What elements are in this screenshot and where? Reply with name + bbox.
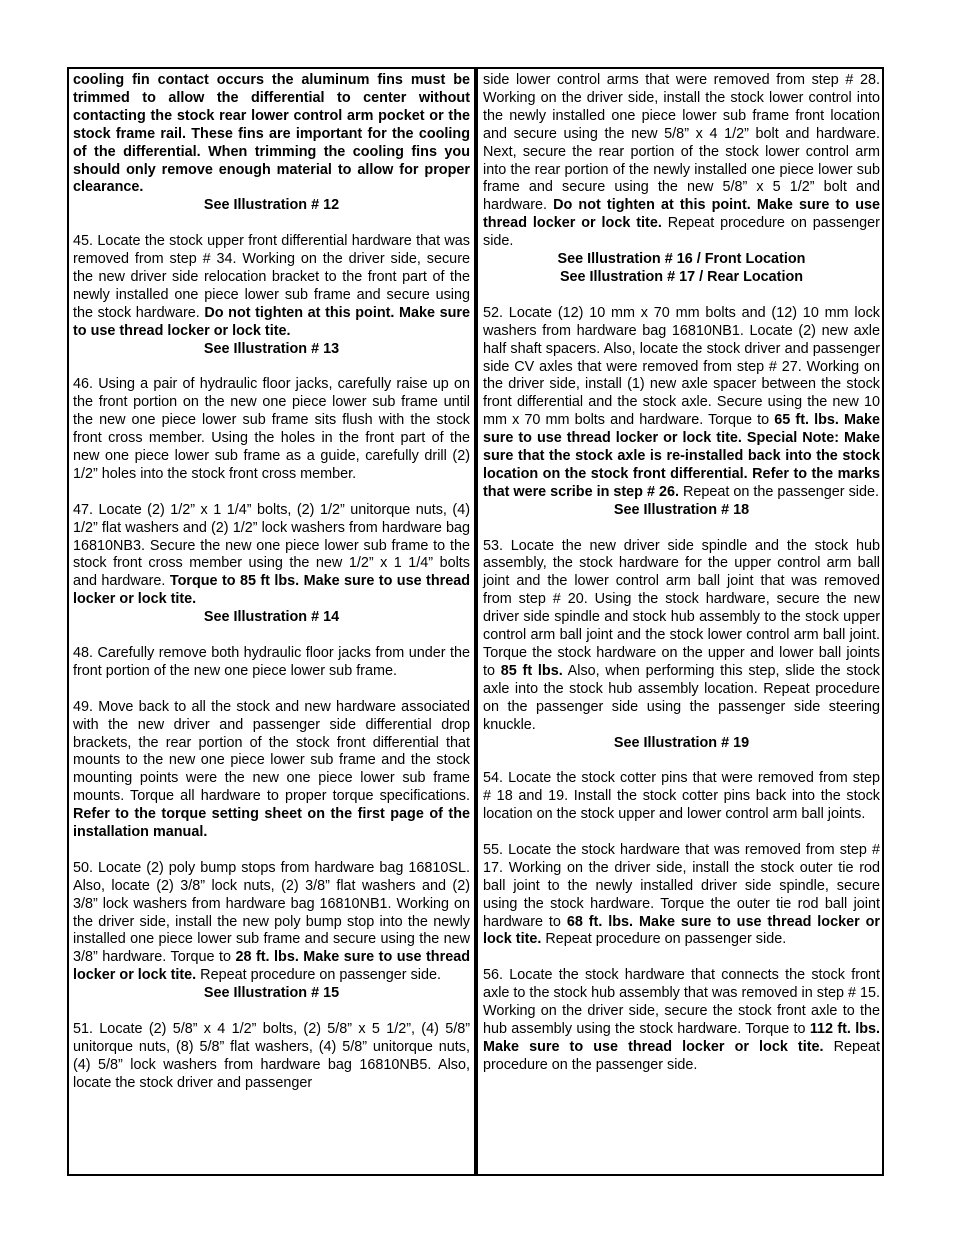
step-55-text: 55. Locate the stock hardware that was removed from step # 17. Working on the driver side, install the stock outer tie rod ball joint to the newly installed driver side spindle, secure using the stock hardware. Torque the outer tie rod ball joint hardware to	[483, 841, 880, 930]
step-50-after: Repeat procedure on passenger side.	[196, 967, 441, 984]
step-49	[73, 699, 470, 842]
step-51-cont-after: Repeat procedure on passenger side.	[483, 215, 880, 250]
step-46	[73, 376, 470, 483]
illustration-14-caption: See Illustration # 14	[203, 609, 340, 626]
step-53	[483, 538, 880, 735]
illustration-12-caption: See Illustration # 12	[203, 197, 340, 214]
step-49-text: 49. Move back to all the stock and new hardware associated with the new driver and passenger side differential drop brackets, the rear portion of the stock front differential that mounts to the new one piece lower sub frame and the stock mounting points were the new one piece lower sub frame mounts. Torque all hardware to proper torque specifications.	[73, 698, 470, 805]
step-51	[73, 1021, 470, 1093]
illustration-15-caption: See Illustration # 15	[203, 985, 340, 1002]
step-50-bold: 28 ft. lbs. Make sure to use thread locker or lock tite.	[73, 949, 470, 984]
step-54	[483, 770, 880, 824]
illustration-13-caption: See Illustration # 13	[203, 340, 340, 357]
right-column	[483, 72, 880, 1093]
left-column	[73, 72, 470, 1111]
step-45	[73, 233, 470, 340]
step-51-text: 51. Locate (2) 5/8” x 4 1/2” bolts, (2) 5/8” x 5 1/2”, (4) 5/8” unitorque nuts, (8) 5/8” flat washers, (4) 5/8” unitorque nuts, (4) 5/8” lock washers from hardware bag 16810NB5. Also, locate the stock driver and passenger	[73, 1020, 470, 1091]
step-52-after: Repeat on the passenger side.	[678, 483, 879, 500]
step-56-text: 56. Locate the stock hardware that connects the stock front axle to the stock hub assembly that was removed in step # 15. Working on the driver side, secure the stock front axle to the hub assembly using the stock hardware. Torque to	[483, 967, 880, 1037]
illustration-17-caption: See Illustration # 17 / Rear Location	[559, 268, 804, 285]
step-45-bold: Do not tighten at this point. Make sure to use thread locker or lock tite.	[73, 304, 470, 339]
step-48	[73, 645, 470, 681]
step-56-bold: 112 ft. lbs. Make sure to use thread locker or lock tite.	[483, 1021, 880, 1055]
step-49-bold: Refer to the torque setting sheet on the first page of the installation manual.	[73, 806, 470, 841]
step-56	[483, 967, 880, 1074]
step-51-continued	[483, 72, 880, 251]
step-47	[73, 502, 470, 609]
step-52	[483, 305, 880, 502]
step-51-cont-text: side lower control arms that were removed from step # 28. Working on the driver side, install the stock lower control into the newly installed one piece lower sub frame front location and secure using the new 5/8” x 4 1/2” bolt and hardware. Next, secure the rear portion of the stock lower control arm into the rear portion of the newly installed one piece lower sub frame and secure using the new 5/8” x 5 1/2” bolt and hardware.	[483, 72, 880, 214]
step-55	[483, 842, 880, 949]
step-52-bold: 65 ft. lbs. Make sure to use thread locker or lock tite. Special Note: Make sure that the stock axle is re-installed back into the stock location on the stock front differential. Refer to the marks that were scribe in step # 26.	[483, 412, 881, 500]
step-50	[73, 860, 470, 985]
step-45-text: 45. Locate the stock upper front differential hardware that was removed from step # 34. Working on the driver side, secure the new driver side relocation bracket to the front part of the newly installed one piece lower sub frame and secure using the stock hardware.	[73, 233, 470, 321]
illustration-19-caption: See Illustration # 19	[613, 734, 750, 751]
step-56-after: Repeat procedure on the passenger side.	[483, 1038, 880, 1073]
column-divider	[474, 67, 478, 1176]
step-55-after: Repeat procedure on passenger side.	[541, 931, 787, 948]
illustration-16-caption: See Illustration # 16 / Front Location	[557, 251, 806, 268]
intro-bold-text: cooling fin contact occurs the aluminum fins must be trimmed to allow the differential to center without contacting the stock rear lower control arm pocket or the stock frame rail. These fins are important for the cooling of the differential. When trimming the cooling fins you should only remove enough material to allow for proper clearance.	[73, 72, 470, 196]
step-47-bold: Torque to 85 ft lbs. Make sure to use thread locker or lock tite.	[73, 573, 471, 608]
step-48-text: 48. Carefully remove both hydraulic floor jacks from under the front portion of the new one piece lower sub frame.	[73, 644, 470, 679]
step-53-bold: 85 ft lbs.	[500, 662, 563, 679]
step-53-text: 53. Locate the new driver side spindle and the stock hub assembly, the stock hardware for the upper control arm ball joint and the lower control arm ball joint that was removed from step # 20. Using the stock hardware, secure the new driver side spindle and stock hub assembly to the stock upper control arm ball joint and the stock lower control arm ball joint. Torque the stock hardware on the upper and lower ball joints to	[483, 537, 880, 679]
step-55-bold: 68 ft. lbs. Make sure to use thread locker or lock tite.	[483, 913, 880, 948]
step-54-text: 54. Locate the stock cotter pins that were removed from step # 18 and 19. Install the stock cotter pins back into the stock location on the stock upper and lower control arm ball joints.	[483, 770, 880, 823]
step-51-cont-bold: Do not tighten at this point. Make sure to use thread locker or lock tite.	[483, 197, 880, 232]
step-50-text: 50. Locate (2) poly bump stops from hardware bag 16810SL. Also, locate (2) 3/8” lock nuts, (2) 3/8” flat washers and (2) 3/8” lock washers from hardware bag 16810NB1. Working on the driver side, install the new poly bump stop into the newly installed one piece lower sub frame and secure using the new 3/8” hardware. Torque to	[73, 859, 470, 966]
step-47-text: 47. Locate (2) 1/2” x 1 1/4” bolts, (2) 1/2” unitorque nuts, (4) 1/2” flat washers and (2) 1/2” lock washers from hardware bag 16810NB3. Secure the new one piece lower sub frame to the stock front cross member using the new 1/2” x 1 1/4” bolts and hardware.	[73, 501, 470, 590]
step-52-text: 52. Locate (12) 10 mm x 70 mm bolts and (12) 10 mm lock washers from hardware bag 16810NB1. Locate (2) new axle half shaft spacers. Also, locate the stock driver and passenger side CV axles that were removed from step # 27. Working on the driver side, install (1) new axle spacer between the stock front differential and the stock axle. Secure using the new 10 mm x 70 mm bolts and hardware. Torque to	[483, 304, 880, 429]
intro-paragraph	[73, 72, 470, 197]
step-53-after: Also, when performing this step, slide the stock axle into the stock hub assembly location. Repeat procedure on the passenger side using the passenger side steering knuckle.	[483, 662, 881, 733]
step-46-text: 46. Using a pair of hydraulic floor jacks, carefully raise up on the front portion on the new one piece lower sub frame until the new one piece lower sub frame sits flush with the stock front cross member. Using the holes in the front part of the new one piece lower sub frame as a guide, carefully drill (2) 1/2” holes into the stock front cross member.	[73, 376, 470, 482]
illustration-18-caption: See Illustration # 18	[613, 501, 750, 518]
